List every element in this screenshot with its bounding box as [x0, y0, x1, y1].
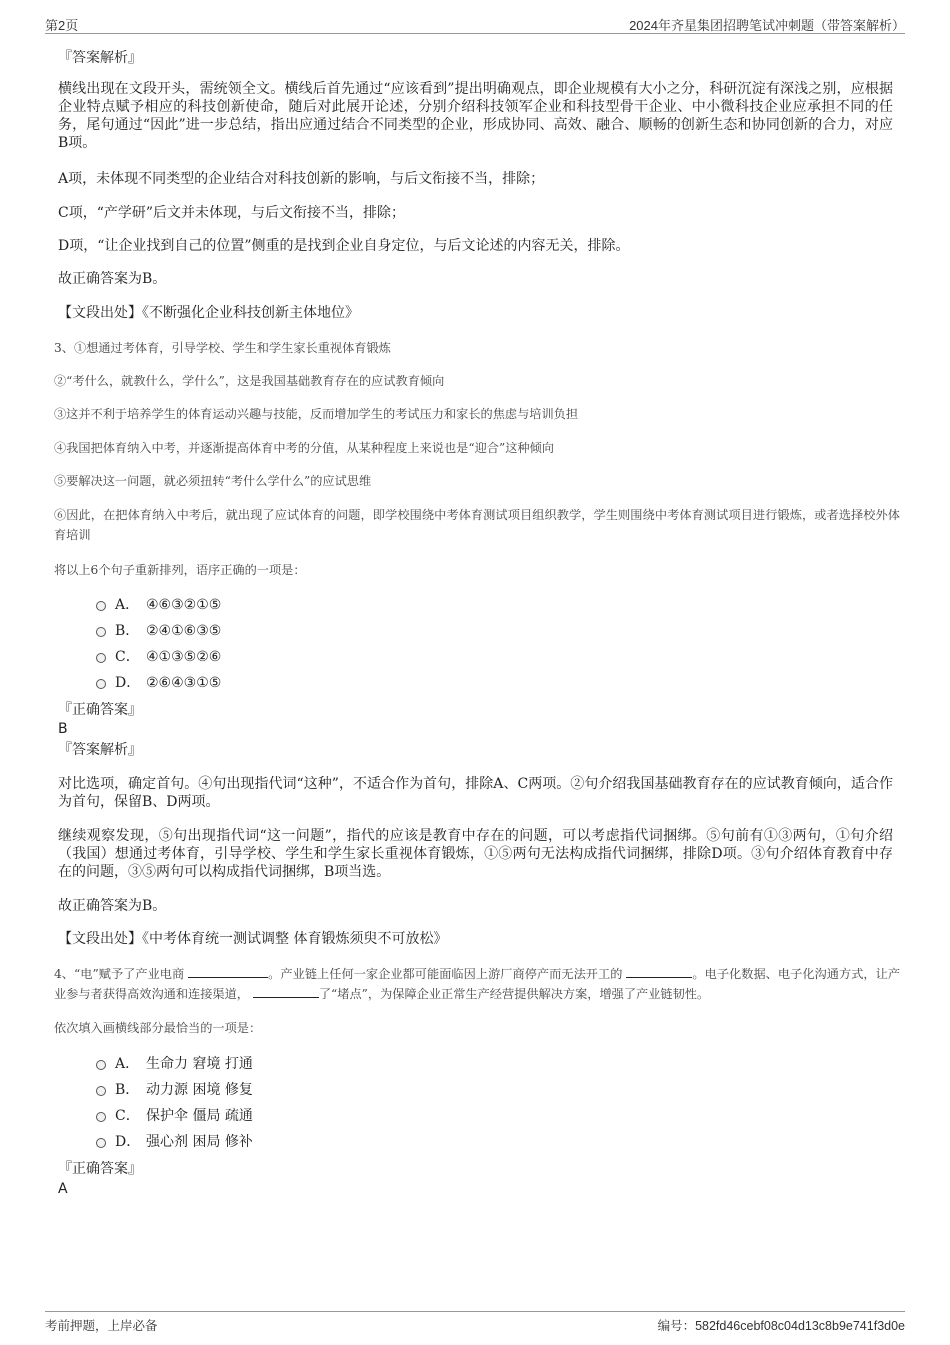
- option-text: ④⑥③②①⑤: [146, 597, 222, 613]
- analysis-paragraph: A项，未体现不同类型的企业结合对科技创新的影响，与后文衔接不当，排除；: [58, 171, 545, 187]
- correct-answer: A: [58, 1181, 68, 1197]
- question-sentence: ⑤要解决这一问题，就必须扭转“考什么学什么”的应试思维: [54, 474, 372, 488]
- analysis-paragraph: D项，“让企业找到自己的位置”侧重的是找到企业自身定位，与后文论述的内容无关，排除。: [58, 238, 630, 254]
- option-text: 动力源 困境 修复: [146, 1082, 253, 1098]
- option-text: ②⑥④③①⑤: [146, 675, 222, 691]
- option-key: A．: [115, 1056, 140, 1072]
- fill-blank: [188, 966, 268, 978]
- page-number: 第2页: [45, 18, 79, 33]
- radio-button[interactable]: [96, 1112, 106, 1122]
- question-prompt: 将以上6个句子重新排列，语序正确的一项是：: [54, 563, 306, 577]
- page-header: [45, 14, 905, 34]
- question-sentence: ⑥因此，在把体育纳入中考后，就出现了应试体育的问题，即学校围绕中考体育测试项目组织教学，学生则围绕中考体育测试项目进行锻炼，或者选择校外体育培训: [54, 508, 900, 542]
- question-stem: [54, 964, 900, 1004]
- radio-button[interactable]: [96, 653, 106, 663]
- question-sentence: ④我国把体育纳入中考，并逐渐提高体育中考的分值，从某种程度上来说也是“迎合”这种倾向: [54, 441, 554, 455]
- analysis-paragraph: C项，“产学研”后文并未体现，与后文衔接不当，排除；: [58, 205, 406, 221]
- analysis-label: 『答案解析』: [58, 50, 142, 66]
- answer-label: 『正确答案』: [58, 1161, 142, 1177]
- question-sentence: ③这并不利于培养学生的体育运动兴趣与技能，反而增加学生的考试压力和家长的焦虑与培训负担: [54, 407, 579, 421]
- footer-slogan: 考前押题，上岸必备: [45, 1319, 158, 1333]
- correct-answer: B: [58, 721, 68, 737]
- source-citation: 【文段出处】《中考体育统一测试调整 体育锻炼须臾不可放松》: [58, 931, 448, 947]
- option-key: B．: [115, 623, 140, 639]
- stem-part: 4、“电”赋予了产业电商: [54, 967, 185, 981]
- option-key: C．: [115, 649, 140, 665]
- option-text: 保护伞 僵局 疏通: [146, 1108, 253, 1124]
- option-key: C．: [115, 1108, 140, 1124]
- question-sentence: 3、①想通过考体育，引导学校、学生和学生家长重视体育锻炼: [54, 341, 391, 355]
- analysis-paragraph: 对比选项，确定首句。④句出现指代词“这种”，不适合作为首句，排除A、C两项。②句介绍我国基础教育存在的应试教育倾向，适合作为首句，保留B、D两项。: [58, 776, 893, 810]
- analysis-label: 『答案解析』: [58, 742, 142, 758]
- answer-label: 『正确答案』: [58, 702, 142, 718]
- document-title: 2024年齐星集团招聘笔试冲刺题（带答案解析）: [629, 18, 905, 33]
- radio-button[interactable]: [96, 1086, 106, 1096]
- option-key: B．: [115, 1082, 140, 1098]
- option-text: ④①③⑤②⑥: [146, 649, 222, 665]
- source-citation: 【文段出处】《不断强化企业科技创新主体地位》: [58, 305, 359, 321]
- option-text: ②④①⑥③⑤: [146, 623, 222, 639]
- page-footer: [45, 1311, 905, 1333]
- fill-blank: [626, 966, 692, 978]
- radio-button[interactable]: [96, 1138, 106, 1148]
- radio-button[interactable]: [96, 627, 106, 637]
- analysis-conclusion: 故正确答案为B。: [58, 271, 167, 287]
- option-text: 生命力 窘境 打通: [146, 1056, 253, 1072]
- option-key: D．: [115, 1134, 141, 1150]
- radio-button[interactable]: [96, 601, 106, 611]
- question-prompt: 依次填入画横线部分最恰当的一项是：: [54, 1021, 262, 1035]
- radio-button[interactable]: [96, 679, 106, 689]
- fill-blank: [253, 986, 319, 998]
- option-text: 强心剂 困局 修补: [146, 1134, 253, 1150]
- option-key: A．: [115, 597, 140, 613]
- analysis-paragraph: 继续观察发现，⑤句出现指代词“这一问题”，指代的应该是教育中存在的问题，可以考虑指代词捆绑。⑤句前有①③两句，①句介绍（我国）想通过考体育，引导学校、学生和学生家长重视体育锻炼，①⑤两句无法构成指代词捆绑，排除D项。③句介绍体育教育中存在的问题，③⑤两句可以构成指代词捆绑，B项当选。: [58, 828, 893, 880]
- question-sentence: ②“考什么，就教什么，学什么”，这是我国基础教育存在的应试教育倾向: [54, 374, 445, 388]
- stem-part: 了“堵点”，为保障企业正常生产经营提供解决方案，增强了产业链韧性。: [318, 987, 710, 1001]
- analysis-conclusion: 故正确答案为B。: [58, 898, 167, 914]
- radio-button[interactable]: [96, 1060, 106, 1070]
- stem-part: 。产业链上任何一家企业都可能面临因上游厂商停产而无法开工的: [268, 967, 623, 981]
- analysis-paragraph: 横线出现在文段开头，需统领全文。横线后首先通过“应该看到”提出明确观点，即企业规模有大小之分，科研沉淀有深浅之别，应根据企业特点赋予相应的科技创新使命，随后对此展开论述，分别介绍科技领军企业和科技型骨干企业、中小微科技企业应承担不同的任务，尾句通过“因此”进一步总结，指出应通过结合不同类型的企业，形成协同、高效、融合、顺畅的创新生态和协同创新的合力，对应B项。: [58, 81, 893, 151]
- option-key: D．: [115, 675, 141, 691]
- stem-part: 。电子化数据、电子化沟通方式，让产业参与者获得高效沟通和连接渠道，: [54, 967, 901, 1001]
- document-code: 编号：582fd46cebf08c04d13c8b9e741f3d0e: [657, 1319, 905, 1333]
